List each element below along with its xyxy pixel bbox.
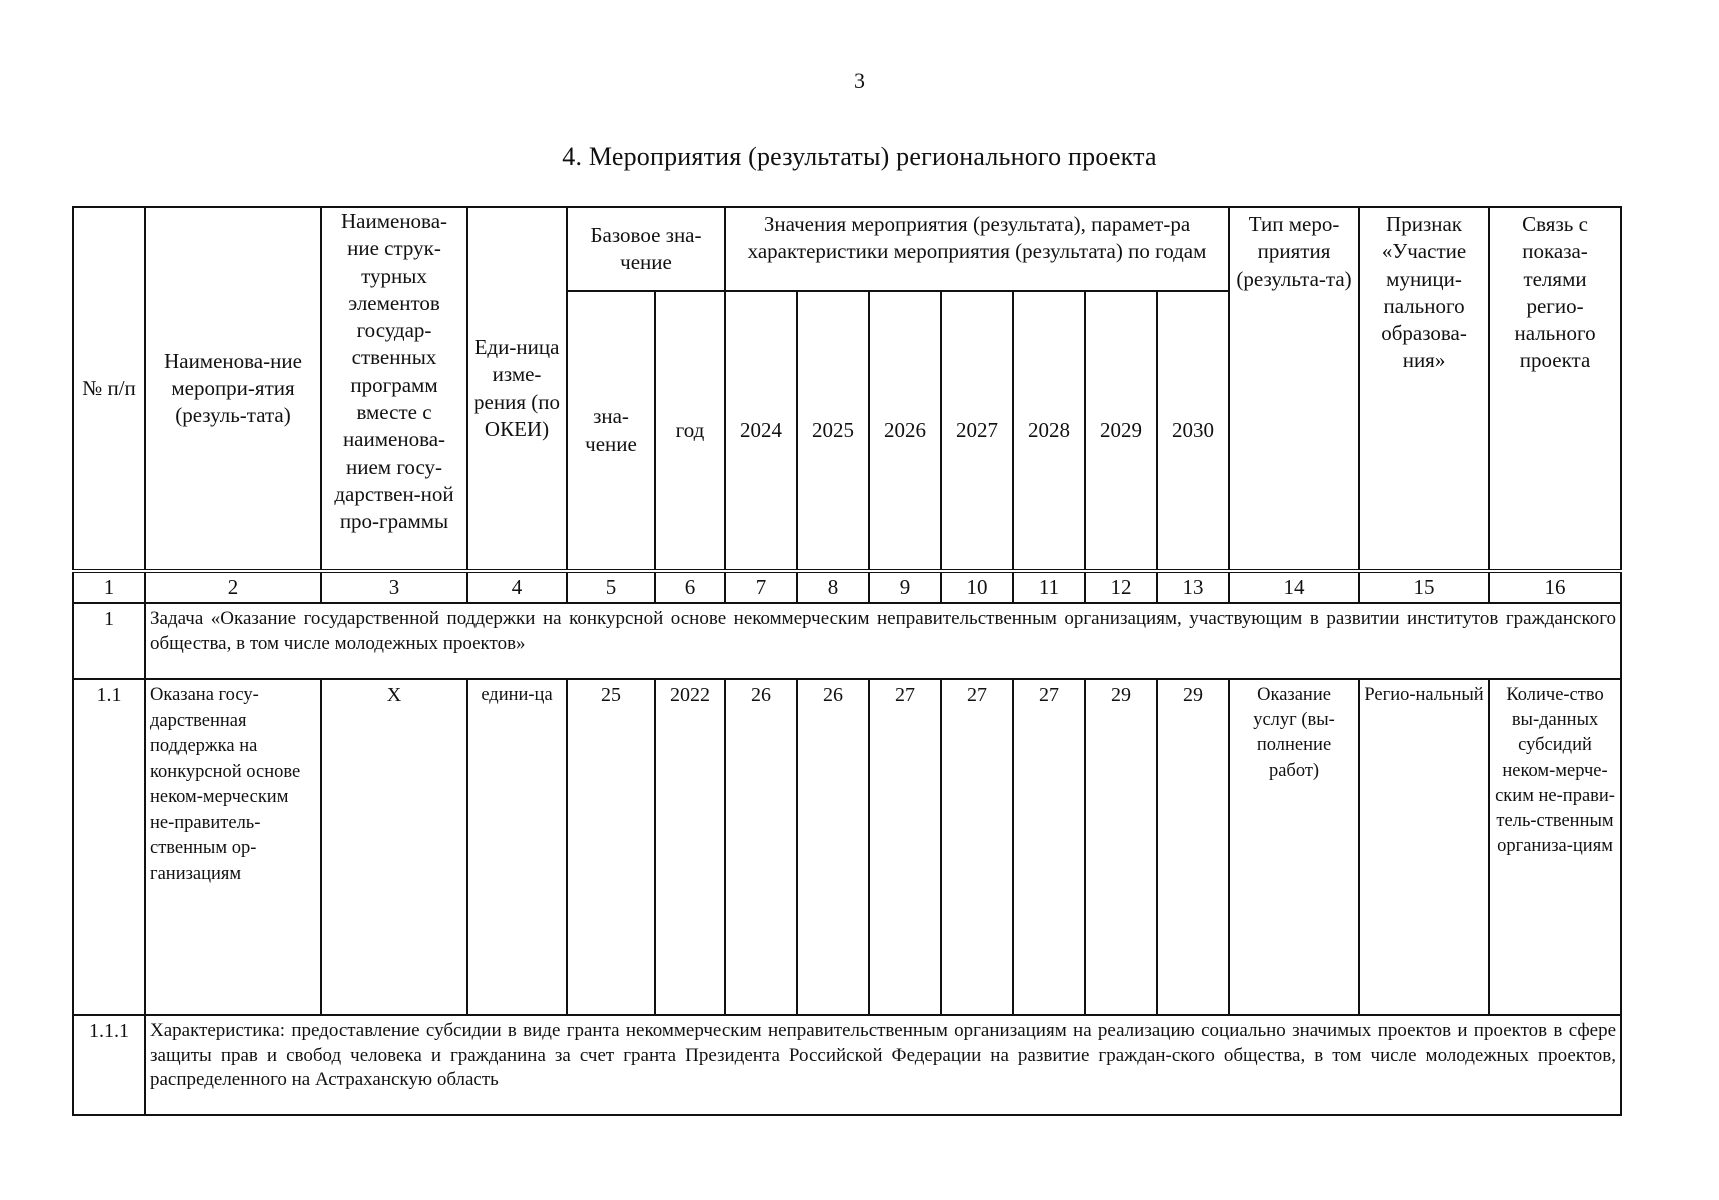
header-values-group: Значения мероприятия (результата), парамет-ра характеристики мероприятия (результата) по годам [725, 207, 1229, 291]
column-number: 12 [1085, 571, 1157, 603]
column-number: 13 [1157, 571, 1229, 603]
result-value-2024: 26 [725, 679, 797, 1015]
header-base: Базовое зна-чение [567, 207, 725, 291]
header-base-year: год [655, 291, 725, 571]
column-number: 10 [941, 571, 1013, 603]
header-year-2024: 2024 [725, 291, 797, 571]
column-number: 3 [321, 571, 467, 603]
header-municipal: Признак «Участие муници-пального образова-ния» [1359, 207, 1489, 571]
header-year-2030: 2030 [1157, 291, 1229, 571]
header-base-value: зна-чение [567, 291, 655, 571]
header-struct [321, 207, 467, 571]
task-text: Задача «Оказание государственной поддержки на конкурсной основе некоммерческим неправительственным организациям, участвующим в развитии институтов гражданского общества, в том числе молодежных проектов» [145, 603, 1621, 679]
result-value-2026: 27 [869, 679, 941, 1015]
result-base-value: 25 [567, 679, 655, 1015]
header-struct-text: Наименова-ние струк-турных элементов государ-ственных программ вместе с наименова-нием госу-дарствен-ной про-граммы [334, 209, 454, 534]
result-struct: Х [321, 679, 467, 1015]
header-row-1 [73, 207, 1621, 291]
header-no: № п/п [73, 207, 145, 571]
projects-table [72, 206, 1622, 1116]
column-number: 4 [467, 571, 567, 603]
result-row-1-1 [73, 679, 1621, 1015]
result-value-2030: 29 [1157, 679, 1229, 1015]
column-number: 15 [1359, 571, 1489, 603]
result-unit: едини-ца [467, 679, 567, 1015]
characteristic-number: 1.1.1 [73, 1015, 145, 1115]
header-unit: Еди-ница изме-рения (по ОКЕИ) [467, 207, 567, 571]
task-number: 1 [73, 603, 145, 679]
header-year-2027: 2027 [941, 291, 1013, 571]
column-number: 9 [869, 571, 941, 603]
result-type: Оказание услуг (вы-полнение работ) [1229, 679, 1359, 1015]
column-number: 14 [1229, 571, 1359, 603]
column-number: 16 [1489, 571, 1621, 603]
column-number: 8 [797, 571, 869, 603]
task-row [73, 603, 1621, 679]
result-municipal: Регио-нальный [1359, 679, 1489, 1015]
result-value-2029: 29 [1085, 679, 1157, 1015]
header-year-2028: 2028 [1013, 291, 1085, 571]
page-number: 3 [854, 68, 865, 93]
column-number: 11 [1013, 571, 1085, 603]
result-value-2027: 27 [941, 679, 1013, 1015]
header-year-2026: 2026 [869, 291, 941, 571]
result-link: Количе-ство вы-данных субсидий неком-мерче-ским не-прави-тель-ственным организа-циям [1489, 679, 1621, 1015]
result-value-2025: 26 [797, 679, 869, 1015]
section-title: 4. Мероприятия (результаты) регионального проекта [562, 142, 1157, 171]
result-number: 1.1 [73, 679, 145, 1015]
column-number: 2 [145, 571, 321, 603]
characteristic-text: Характеристика: предоставление субсидии в виде гранта некоммерческим неправительственным организациям на реализацию социально значимых проектов и проектов в сфере защиты прав и свобод человека и гражданина за счет гранта Президента Российской Федерации на развитие граждан-ского общества, в том числе молодежных проектов, распределенного на Астраханскую область [145, 1015, 1621, 1115]
characteristic-row-1-1-1 [73, 1015, 1621, 1115]
result-name: Оказана госу-дарственная поддержка на конкурсной основе неком-мерческим не-правитель-ственным ор-ганизациям [145, 679, 321, 1015]
column-number: 6 [655, 571, 725, 603]
column-numbers-row [73, 571, 1621, 603]
header-type: Тип меро-приятия (результа-та) [1229, 207, 1359, 571]
header-year-2029: 2029 [1085, 291, 1157, 571]
result-value-2028: 27 [1013, 679, 1085, 1015]
header-link: Связь с показа-телями регио-нального проекта [1489, 207, 1621, 571]
column-number: 7 [725, 571, 797, 603]
column-number: 5 [567, 571, 655, 603]
column-number: 1 [73, 571, 145, 603]
header-name: Наименова-ние меропри-ятия (резуль-тата) [145, 207, 321, 571]
result-base-year: 2022 [655, 679, 725, 1015]
header-year-2025: 2025 [797, 291, 869, 571]
